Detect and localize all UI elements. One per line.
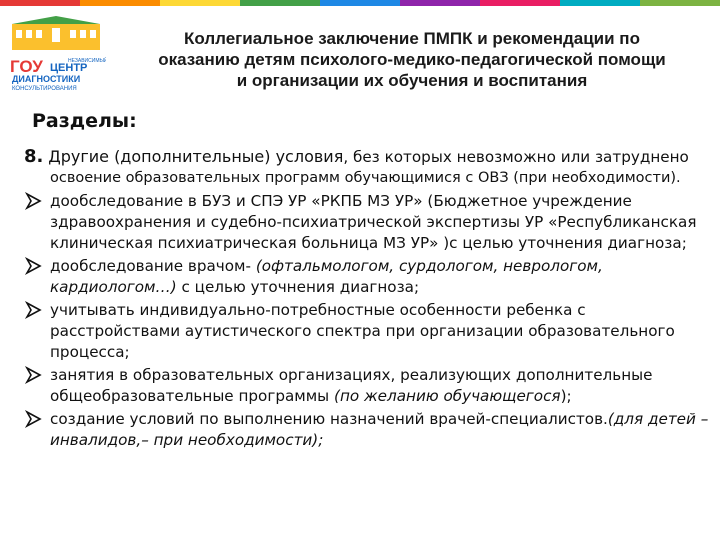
item-prefix: дообследование врачом- — [50, 257, 256, 275]
title-line-2: оказанию детям психолого-медико-педагогической помощи — [158, 50, 666, 69]
logo-top-text: НЕЗАВИСИМЫЙ — [68, 58, 106, 64]
list-item — [24, 409, 714, 451]
logo-line2: ДИАГНОСТИКИ — [12, 74, 81, 84]
item-suffix: ); — [560, 387, 572, 405]
list-item — [24, 191, 714, 254]
color-stripe — [400, 0, 480, 6]
title-line-3: и организации их обучения и воспитания — [236, 71, 588, 90]
list-item — [24, 300, 714, 363]
color-stripe — [80, 0, 160, 6]
item-prefix: создание условий по выполнению назначений врачей-специалистов. — [50, 410, 608, 428]
logo-letters: ГОУ — [10, 57, 43, 76]
arrowhead-bullet-icon — [24, 409, 44, 429]
color-stripe — [240, 0, 320, 6]
arrowhead-bullet-icon — [24, 191, 44, 211]
color-stripe — [0, 0, 80, 6]
item-italic: (офтальмологом, сурдологом, неврологом, кардиологом…) — [50, 257, 603, 296]
arrowhead-bullet-icon — [24, 300, 44, 320]
logo-line3: КОНСУЛЬТИРОВАНИЯ — [12, 86, 77, 92]
list-item — [24, 256, 714, 298]
item-rest: освоение образовательных программ обучающимися с ОВЗ (при необходимости). — [50, 170, 681, 186]
title-line-1: Коллегиальное заключение ПМПК и рекомендации по — [184, 29, 640, 48]
list-item — [24, 365, 714, 407]
section-label: Разделы: — [32, 110, 137, 132]
page-title — [110, 28, 714, 91]
logo-center: ЦЕНТР — [50, 62, 88, 74]
color-stripe — [640, 0, 720, 6]
color-stripe — [320, 0, 400, 6]
item-text: дообследование в БУЗ и СПЭ УР «РКПБ МЗ УР» (Бюджетное учреждение здравоохранения и судебно-психиатрической экспертизы УР «Республиканская клиническая психиатрическая больница МЗ УР» )с целью уточнения диагноза; — [50, 192, 697, 252]
color-stripe — [560, 0, 640, 6]
arrowhead-bullet-icon — [24, 256, 44, 276]
list-item-8 — [24, 146, 714, 189]
color-stripe — [160, 0, 240, 6]
arrowhead-bullet-icon — [24, 365, 44, 385]
item-lead-rest: , без которых невозможно или затруднено — [343, 148, 689, 166]
content-list — [24, 146, 714, 453]
color-stripe-bar — [0, 0, 720, 6]
item-lead: Другие (дополнительные) условия — [48, 147, 344, 166]
color-stripe — [480, 0, 560, 6]
item-suffix: с целью уточнения диагноза; — [176, 278, 420, 296]
building-logo-icon — [8, 16, 106, 94]
item-number: 8. — [24, 146, 44, 167]
item-prefix: занятия в образовательных организациях, реализующих дополнительные общеобразовательные программы — [50, 366, 653, 405]
center-logo — [8, 16, 106, 94]
item-text: учитывать индивидуально-потребностные особенности ребенка с расстройствами аутистического спектра при организации образовательного процесса; — [50, 301, 675, 361]
item-italic: (для детей – инвалидов,– при необходимости); — [50, 410, 709, 449]
item-italic: (по желанию обучающегося — [334, 387, 561, 405]
